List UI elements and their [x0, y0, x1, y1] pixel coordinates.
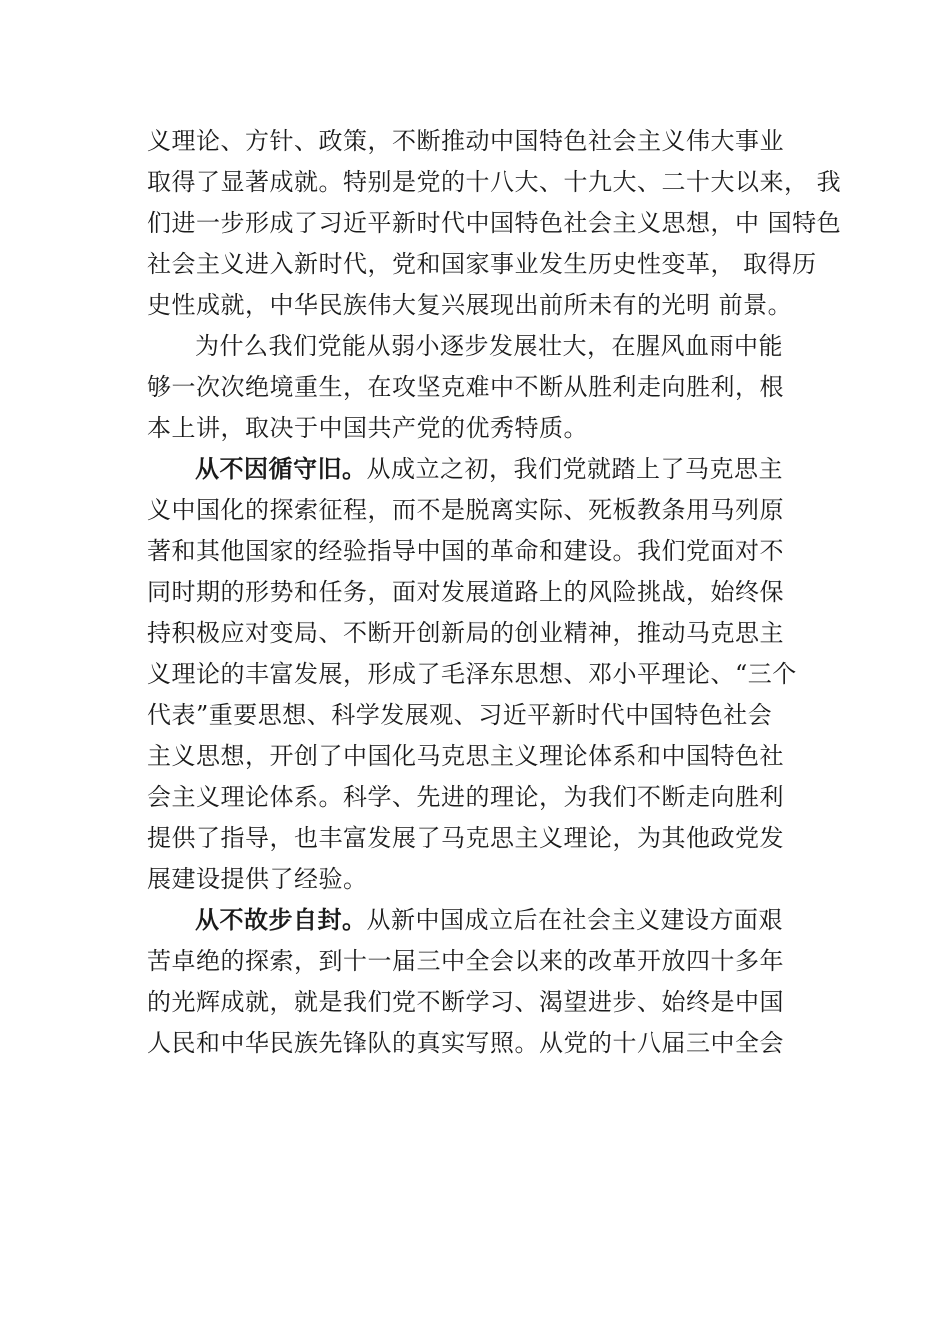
paragraph-4-heading: 从不故步自封。 — [195, 906, 367, 934]
paragraph-3-line-4: 同时期的形势和任务，面对发展道路上的风险挑战，始终保 — [147, 578, 784, 606]
paragraph-3-line-5: 持积极应对变局、不断开创新局的创业精神，推动马克思主 — [147, 619, 784, 647]
paragraph-4-line-4: 人民和中华民族先锋队的真实写照。从党的十八届三中全会 — [147, 1029, 784, 1057]
paragraph-1-line-4: 社会主义进入新时代，党和国家事业发生历史性变革， 取得历 — [147, 250, 817, 278]
paragraph-3-line-3: 著和其他国家的经验指导中国的革命和建设。我们党面对不 — [147, 537, 784, 565]
paragraph-3-line-8: 主义思想，开创了中国化马克思主义理论体系和中国特色社 — [147, 742, 784, 770]
paragraph-3-line-7: 代表”重要思想、科学发展观、习近平新时代中国特色社会 — [147, 701, 773, 729]
paragraph-3-line-6: 义理论的丰富发展，形成了毛泽东思想、邓小平理论、“三个 — [147, 660, 797, 688]
paragraph-2-line-1: 为什么我们党能从弱小逐步发展壮大，在腥风血雨中能 — [195, 332, 783, 360]
paragraph-1-line-3: 们进一步形成了习近平新时代中国特色社会主义思想，中 国特色 — [147, 209, 842, 237]
paragraph-2-line-3: 本上讲，取决于中国共产党的优秀特质。 — [147, 414, 588, 442]
paragraph-3-line-9: 会主义理论体系。科学、先进的理论，为我们不断走向胜利 — [147, 783, 784, 811]
paragraph-1-line-1: 义理论、方针、政策，不断推动中国特色社会主义伟大事业 — [147, 127, 784, 155]
paragraph-3-line-11: 展建设提供了经验。 — [147, 865, 368, 893]
paragraph-3-line-1 — [195, 449, 783, 489]
paragraph-1-line-2: 取得了显著成就。特别是党的十八大、十九大、二十大以来， 我 — [147, 168, 842, 196]
paragraph-3-line-1-text: 从成立之初，我们党就踏上了马克思主 — [366, 455, 783, 483]
paragraph-3-line-2: 义中国化的探索征程，而不是脱离实际、死板教条用马列原 — [147, 496, 784, 524]
paragraph-4-line-3: 的光辉成就，就是我们党不断学习、渴望进步、始终是中国 — [147, 988, 784, 1016]
paragraph-3-line-10: 提供了指导，也丰富发展了马克思主义理论，为其他政党发 — [147, 824, 784, 852]
paragraph-3-heading: 从不因循守旧。 — [195, 455, 367, 483]
paragraph-2-line-2: 够一次次绝境重生，在攻坚克难中不断从胜利走向胜利，根 — [147, 373, 784, 401]
paragraph-4-line-1 — [195, 900, 783, 940]
paragraph-4-line-1-text: 从新中国成立后在社会主义建设方面艰 — [366, 906, 783, 934]
paragraph-4-line-2: 苦卓绝的探索，到十一届三中全会以来的改革开放四十多年 — [147, 947, 784, 975]
paragraph-1-line-5: 史性成就，中华民族伟大复兴展现出前所未有的光明 前景。 — [147, 291, 793, 319]
